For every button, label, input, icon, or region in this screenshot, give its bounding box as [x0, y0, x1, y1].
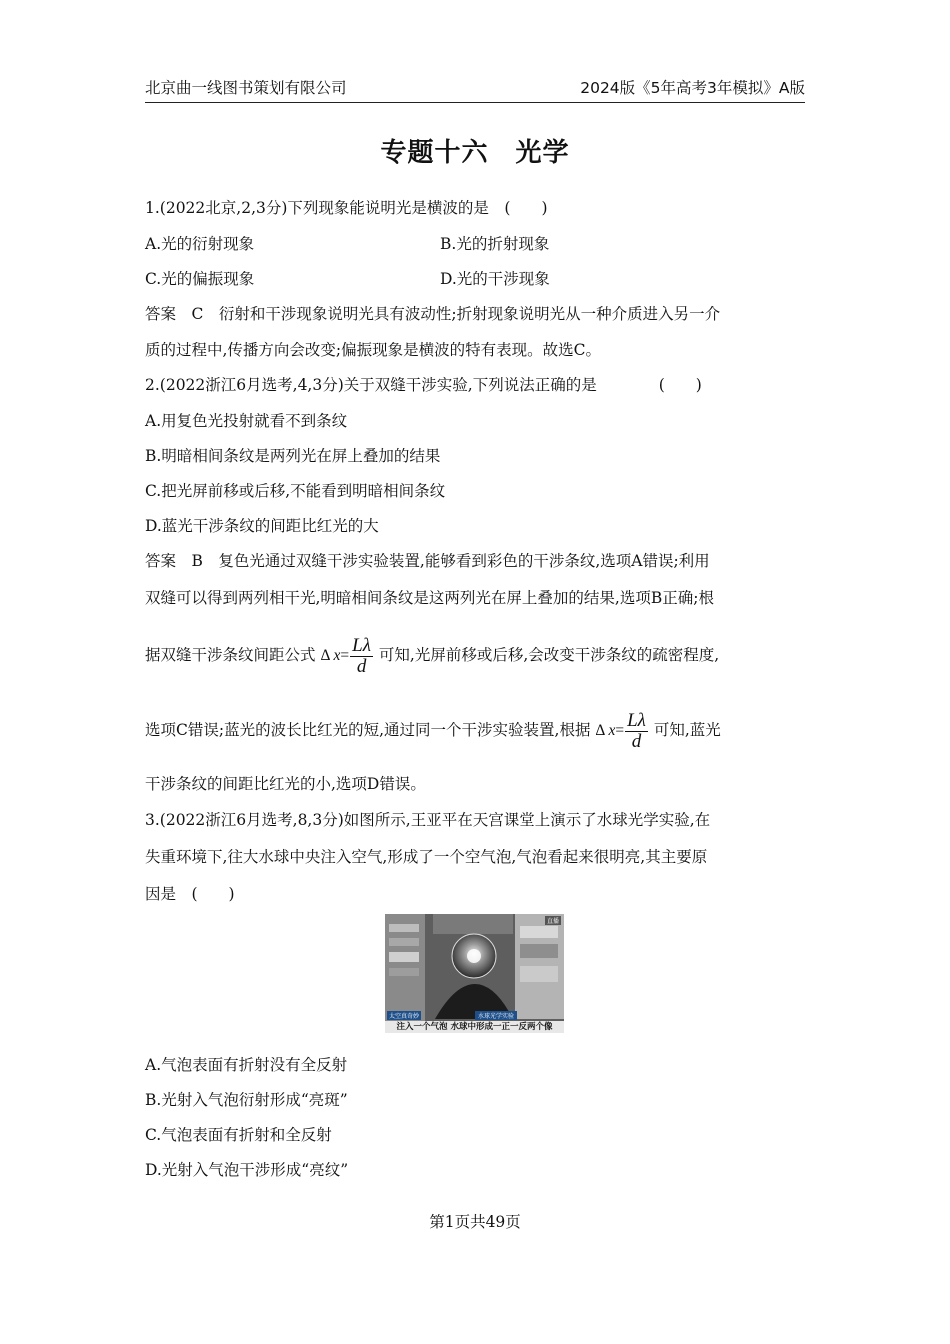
experiment-tag: 水球光学实验	[475, 1011, 517, 1020]
air-bubble	[467, 949, 481, 963]
q2-answer-line-5: 干涉条纹的间距比红光的小,选项D错误。	[145, 775, 426, 793]
q2-option-a: A.用复色光投射就看不到条纹	[145, 412, 348, 430]
variable-x: x	[333, 647, 341, 664]
equals-sign: =	[340, 647, 350, 664]
q2-answer-line-4-start: 选项C错误;蓝光的波长比红光的短,通过同一个干涉实验装置,根据	[145, 721, 591, 739]
q3-stem-line-2: 失重环境下,往大水球中央注入空气,形成了一个空气泡,气泡看起来很明亮,其主要原	[145, 848, 708, 866]
q2-stem: 2.(2022浙江6月选考,4,3分)关于双缝干涉实验,下列说法正确的是 ( )	[145, 376, 702, 394]
book-edition: 2024版《5年高考3年模拟》A版	[580, 79, 805, 97]
program-tag: 太空真奇妙	[389, 1013, 420, 1020]
q1-option-c: C.光的偏振现象	[145, 270, 255, 288]
delta-symbol: Δ	[320, 647, 331, 664]
delta-symbol: Δ	[595, 722, 606, 739]
page-title: 专题十六 光学	[380, 138, 570, 168]
q2-option-c: C.把光屏前移或后移,不能看到明暗相间条纹	[145, 482, 446, 500]
q1-option-d: D.光的干涉现象	[440, 270, 550, 288]
fraction-numerator: Lλ	[627, 710, 646, 731]
q2-option-b: B.明暗相间条纹是两列光在屏上叠加的结果	[145, 447, 441, 465]
q1-option-b: B.光的折射现象	[440, 235, 550, 253]
q2-answer-line-4	[145, 711, 721, 752]
q2-answer-line-3-end: 可知,光屏前移或后移,会改变干涉条纹的疏密程度,	[378, 646, 720, 664]
q1-option-a: A.光的衍射现象	[145, 235, 255, 253]
page-footer: 第1页共49页	[429, 1213, 521, 1231]
publisher-name: 北京曲一线图书策划有限公司	[145, 79, 347, 97]
fraction-denominator: d	[631, 730, 642, 752]
q3-option-d: D.光射入气泡干涉形成“亮纹”	[145, 1161, 349, 1179]
equals-sign: =	[615, 722, 625, 739]
q2-answer-line-1: 答案 B 复色光通过双缝干涉实验装置,能够看到彩色的干涉条纹,选项A错误;利用	[145, 552, 710, 570]
q2-answer-line-3	[145, 636, 719, 677]
q3-option-b: B.光射入气泡衍射形成“亮斑”	[145, 1091, 348, 1109]
fraction	[625, 711, 648, 752]
q3-option-c: C.气泡表面有折射和全反射	[145, 1126, 332, 1144]
water-ball-experiment-photo	[385, 914, 564, 1033]
live-tag: 直播	[546, 918, 559, 925]
q3-stem-line-3: 因是 ( )	[145, 885, 235, 903]
page-header	[145, 74, 805, 103]
q2-answer-line-2: 双缝可以得到两列相干光,明暗相间条纹是这两列光在屏上叠加的结果,选项B正确;根	[145, 589, 714, 607]
photo-caption: 注入一个气泡 水球中形成一正一反两个像	[385, 1021, 564, 1033]
q2-option-d: D.蓝光干涉条纹的间距比红光的大	[145, 517, 379, 535]
q3-stem-line-1: 3.(2022浙江6月选考,8,3分)如图所示,王亚平在天宫课堂上演示了水球光学实验,在	[145, 811, 711, 829]
fraction-numerator: Lλ	[352, 635, 371, 656]
q1-answer-line-1: 答案 C 衍射和干涉现象说明光具有波动性;折射现象说明光从一种介质进入另一介	[145, 305, 721, 323]
q1-answer-line-2: 质的过程中,传播方向会改变;偏振现象是横波的特有表现。故选C。	[145, 341, 602, 359]
q1-stem: 1.(2022北京,2,3分)下列现象能说明光是横波的是 ( )	[145, 199, 548, 217]
fraction-denominator: d	[356, 655, 367, 677]
q3-option-a: A.气泡表面有折射没有全反射	[145, 1056, 348, 1074]
fraction	[350, 636, 373, 677]
q2-answer-line-3-start: 据双缝干涉条纹间距公式	[145, 646, 316, 664]
q2-answer-line-4-end: 可知,蓝光	[653, 721, 721, 739]
variable-x: x	[608, 722, 616, 739]
